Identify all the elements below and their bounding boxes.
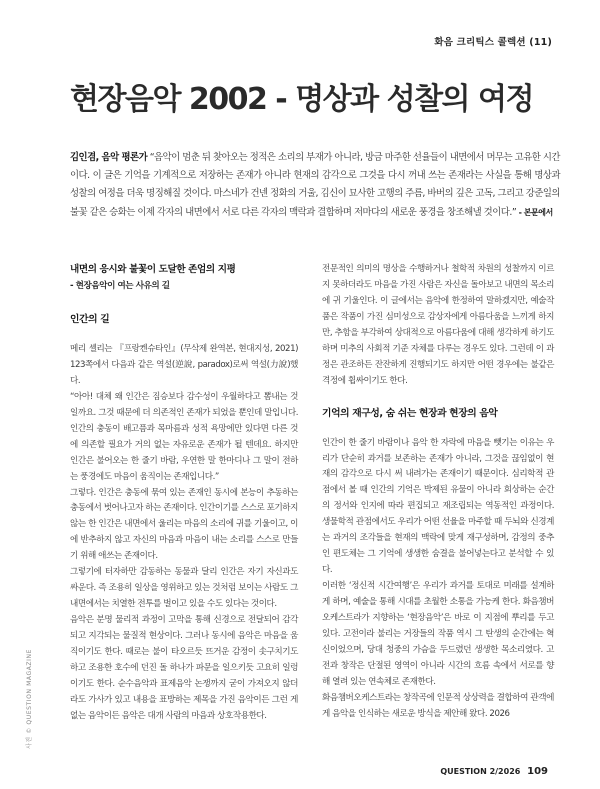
page-folio bbox=[440, 766, 548, 777]
left-paragraph: 음악은 분명 물리적 과정이 고막을 통해 신경으로 전달되어 감각되고 지각되는 물질적 현상이다. 그러나 동시에 음악은 마음을 움직이기도 한다. 때로는 불이 타오르듯 뜨거운 감정이 솟구치기도 하고 조용한 호수에 던진 돌 하나가 파문을 일으키듯 고요히 일렁이기도 한다. 순수음악과 표제음악 논쟁까지 굳이 가져오지 않더라도 가사가 있고 내용을 표방하는 제목을 가진 음악이든 그런 게 없는 음악이든 음악은 대개 사람의 마음과 상호작용한다. bbox=[70, 615, 298, 721]
section-heading-human-path: 인간의 길 bbox=[70, 314, 110, 325]
right-paragraph: 이러한 ‘정신적 시간여행’은 우리가 과거를 토대로 미래를 설계하게 하며, 예술을 통해 시대를 초월한 소통을 가능케 한다. 화음챔버오케스트라가 지향하는 ‘현장음악’은 바로 이 지점에 뿌리를 두고 있다. 고전이라 불리는 거장들의 작품 역시 그 탄생의 순간에는 혁신이었으며, 당대 청중의 가슴을 두드렸던 생생한 목소리였다. 고전과 창작은 단절된 영역이 아니라 시간의 흐름 속에서 서로를 향해 열려 있는 연속체로 존재한다. bbox=[322, 581, 554, 687]
page-title: 현장음악 2002 - 명상과 성찰의 여정 bbox=[70, 82, 533, 117]
left-paragraph: 그렇기에 터자하만 감동하는 동물과 달리 인간은 자기 자신과도 싸운다. 즉 조용히 일상을 영위하고 있는 것처럼 보이는 사람도 그 내면에서는 치열한 전투를 벌이고 있을 수도 있다는 것이다. bbox=[70, 567, 298, 610]
lead-quote: “음악이 멈춘 뒤 찾아오는 정적은 소리의 부재가 아니라, 방금 마주한 선율들이 내면에서 머무는 고유한 시간이다. 이 글은 기억을 기계적으로 저장하는 존재가 아니라 현재의 감각으로 그것을 다시 꺼내 쓰는 존재라는 사실을 통해 명상과 성찰의 여정을 더욱 명징해질 것이다. 마스네가 건넨 정화의 거울, 김신이 묘사한 고행의 주름, 바버의 깊은 고독, 그리고 강준일의 불꽃 같은 승화는 이제 각자의 내면에서 서로 다른 각자의 맥락과 결합하며 저마다의 새로운 풍경을 창조해낼 것이다.” bbox=[70, 152, 560, 218]
left-paragraph-quote: “아아! 대체 왜 인간은 짐승보다 감수성이 우월하다고 뽐내는 것일까요. 그것 때문에 더 의존적인 존재가 되었을 뿐인데 말입니다. 인간의 충동이 배고픔과 목마름과 성적 욕망에만 있다면 다른 것에 의존할 필요가 거의 없는 자유로운 존재가 될 텐데요. 하지만 인간은 불어오는 한 줄기 바람, 우연한 말 한마디나 그 말이 전하는 풍경에도 마음이 움직이는 존재입니다.” bbox=[70, 391, 298, 482]
photo-credit: 사진 © QUESTION MAGAZINE bbox=[26, 649, 33, 749]
section-heading-memory: 기억의 재구성, 숨 쉬는 현장과 현장의 음악 bbox=[322, 407, 498, 419]
right-column bbox=[322, 262, 554, 723]
left-column bbox=[70, 262, 298, 725]
magazine-issue: QUESTION 2/2026 bbox=[440, 767, 521, 776]
lead-source: - 본문에서 bbox=[518, 207, 553, 217]
right-paragraph: 인간이 한 줄기 바람이나 음악 한 자락에 마음을 뺏기는 이유는 우리가 단순히 과거를 보존하는 존재가 아니라, 그것을 끊임없이 현재의 감각으로 다시 써 내려가는 존재이기 때문이다. 심리학적 관점에서 볼 때 인간의 기억은 박제된 유물이 아니라 회상하는 순간의 정서와 인지에 따라 편집되고 재조립되는 역동적인 과정이다. 생물학적 관점에서도 우리가 어떤 선율을 마주할 때 두뇌와 신경계는 과거의 조각들을 현재의 맥락에 맞게 재구성하며, 감정의 중추인 편도체는 그 기억에 생생한 숨결을 불어넣는다고 분석할 수 있다. bbox=[322, 437, 554, 576]
series-label: 화음 크리틱스 콜렉션 (11) bbox=[434, 37, 552, 48]
left-subsubhead: - 현장음악이 여는 사유의 길 bbox=[70, 281, 170, 291]
left-paragraph: 메리 셸리는 『프랑켄슈타인』(무삭제 완역본, 현대지성, 2021) 123쪽에서 다음과 같은 역설(逆說, paradox)로써 역설(力說)했다. bbox=[70, 343, 298, 386]
left-subhead: 내면의 응시와 불꽃이 도달한 존엄의 지평 bbox=[70, 264, 236, 275]
lead-author: 김인겸, 음악 평론가 bbox=[70, 152, 148, 163]
page-number: 109 bbox=[527, 766, 548, 777]
right-paragraph: 전문적인 의미의 명상을 수행하거나 철학적 차원의 성찰까지 이르지 못하더라도 마음을 가진 사람은 자신을 돌아보고 내면의 목소리에 귀 기울인다. 이 글에서는 음악에 한정하여 말하겠지만, 예술작품은 작품이 가진 심미성으로 감상자에게 아름다움을 느끼게 하지만, 추함을 부각하여 상대적으로 아름다움에 대해 생각하게 하기도 하며 미추의 사회적 기준 자체를 다루는 경우도 있다. 그런데 이 과정은 관조하든 잔잔하게 진행되기도 하지만 어떤 경우에는 불같은 격정에 휩싸이기도 한다. bbox=[322, 264, 554, 386]
left-paragraph: 그렇다. 인간은 충동에 묶여 있는 존재인 동시에 본능이 추동하는 충동에서 벗어나고자 하는 존재이다. 인간이기를 스스로 포기하지 않는 한 인간은 내면에서 울리는 마음의 소리에 귀를 기울이고, 이에 반추하지 않고 자신의 마음과 마음이 내는 소리를 스스로 만들기 위해 애쓰는 존재이다. bbox=[70, 487, 298, 562]
lead-paragraph bbox=[70, 149, 560, 222]
right-paragraph: 화음챔버오케스트라는 창작곡에 인문적 상상력을 결합하여 관객에게 음악을 인식하는 새로운 방식을 제안해 왔다. 2026 bbox=[322, 692, 554, 719]
